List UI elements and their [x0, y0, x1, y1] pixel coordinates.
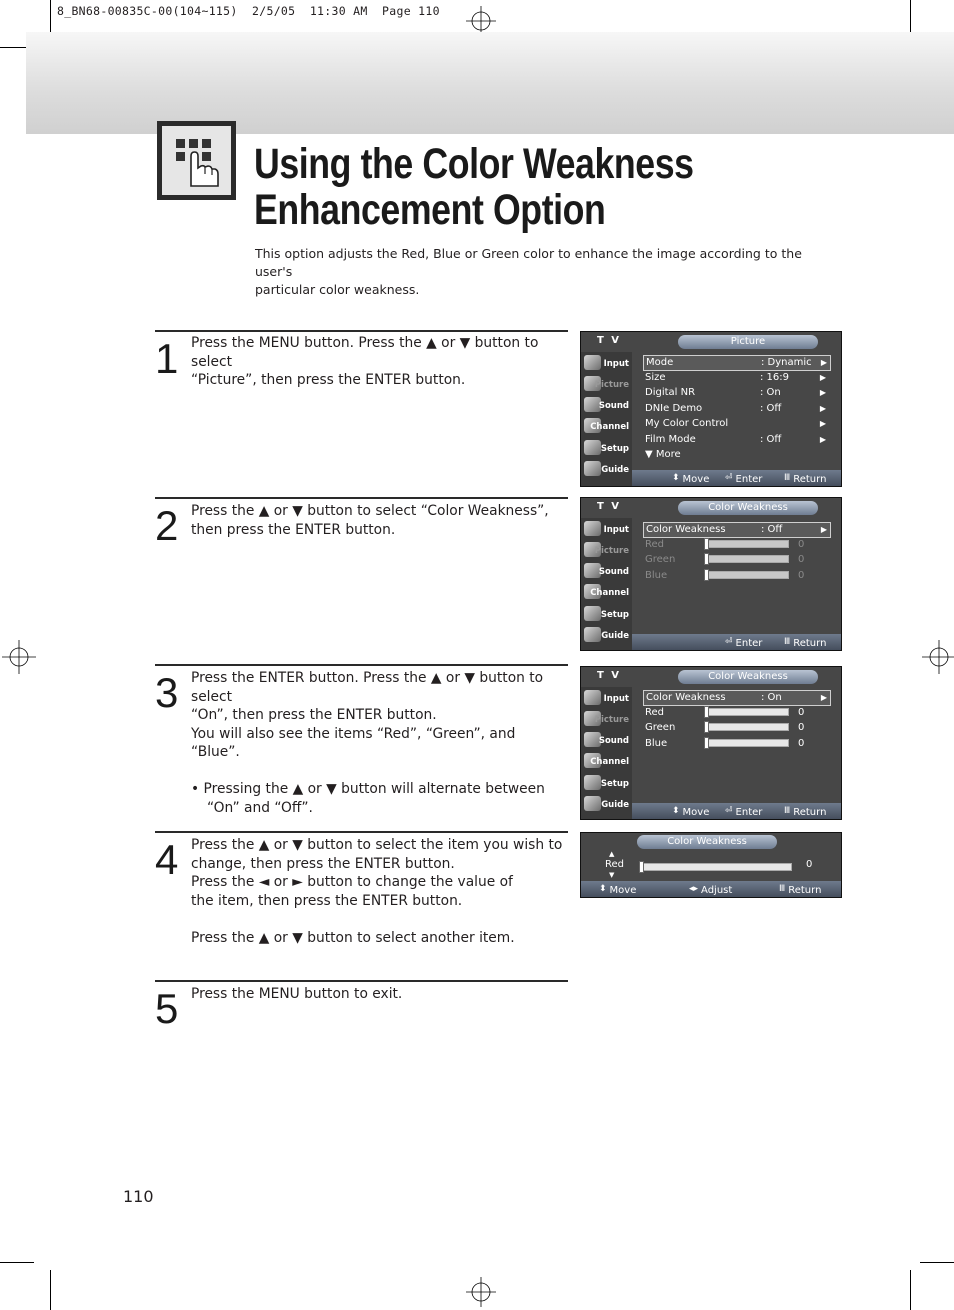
value-bar: [705, 708, 789, 716]
menu-row-dnie-demo: DNIe Demo : Off ▶: [645, 403, 826, 414]
arrow-down-icon: ▼: [645, 449, 653, 460]
sidebar-item-guide: Guide: [583, 459, 631, 479]
osd-footer: ⬍ Move ⏎ Enter Ⅲ Return: [632, 470, 841, 486]
header-band: [26, 32, 954, 134]
osd-header: Color Weakness: [637, 835, 777, 849]
step-number: 5: [155, 985, 179, 1032]
value-bar: [705, 555, 789, 563]
guide-icon: [584, 796, 601, 811]
sidebar-item-channel: Channel: [583, 416, 631, 436]
step-text: [191, 334, 571, 390]
step-line: Press the MENU button to exit.: [191, 986, 403, 1002]
menu-row-film-mode: Film Mode : Off ▶: [645, 434, 826, 445]
arrow-right-icon: ▶: [820, 358, 827, 367]
osd-color-weakness-on: [580, 666, 842, 820]
step-line: “Blue”.: [191, 744, 240, 760]
step-line: the item, then press the ENTER button.: [191, 892, 463, 909]
value-bar: [640, 863, 792, 871]
page-number: 110: [123, 1187, 154, 1206]
sidebar-item-picture: Picture: [583, 374, 631, 394]
registration-mark: [922, 640, 954, 674]
registration-mark: [2, 640, 36, 674]
input-icon: [584, 521, 601, 536]
sidebar-item-input: Input: [583, 519, 631, 539]
sidebar-item-channel: Channel: [583, 751, 631, 771]
menu-row-red: Red 0: [645, 707, 805, 718]
sidebar-item-setup: Setup: [583, 773, 631, 793]
step-divider: [155, 497, 568, 499]
print-info: 8_BN68-00835C-00(104~115) 2/5/05 11:30 AM Page 110: [57, 4, 440, 18]
step-line: Press the ENTER button. Press the ▲ or ▼ button to select: [191, 670, 544, 705]
step-divider: [155, 664, 568, 666]
step-divider: [155, 330, 568, 332]
sidebar-item-input: Input: [583, 353, 631, 373]
title-line: Using the Color Weakness: [254, 140, 694, 188]
tv-label: T V: [597, 501, 622, 512]
enter-icon: ⏎: [725, 637, 733, 647]
step-line: “On”, then press the ENTER button.: [191, 707, 437, 723]
guide-icon: [584, 627, 601, 642]
step-text: [191, 669, 571, 817]
arrow-right-icon: ▶: [819, 388, 826, 397]
arrow-right-icon: ▶: [820, 693, 827, 702]
arrow-down-icon: ▼: [609, 871, 615, 879]
crop-mark: [920, 1262, 954, 1263]
osd-footer: ⬍ Move ◂▸ Adjust Ⅲ Return: [581, 881, 841, 897]
menu-row-color-weakness: Color Weakness : On ▶: [643, 690, 831, 706]
step-text: [191, 502, 571, 539]
input-icon: [584, 690, 601, 705]
sidebar-item-setup: Setup: [583, 438, 631, 458]
step-line: then press the ENTER button.: [191, 521, 396, 538]
title-line: Enhancement Option: [254, 186, 606, 234]
menu-row-size: Size : 16:9 ▶: [645, 372, 826, 383]
step-line: Press the MENU button. Press the ▲ or ▼ button to select: [191, 335, 539, 370]
menu-row-my-color-control: My Color Control ▶: [645, 418, 826, 429]
menu-row-digital-nr: Digital NR : On ▶: [645, 387, 826, 398]
osd-color-weakness-off: [580, 497, 842, 651]
sidebar-item-guide: Guide: [583, 625, 631, 645]
intro-text: [255, 245, 815, 299]
setup-icon: [584, 606, 601, 621]
enter-icon: ⏎: [725, 806, 733, 816]
sidebar-item-sound: Sound: [583, 395, 631, 415]
sidebar-item-picture: Picture: [583, 709, 631, 729]
step-line: Press the ◄ or ► button to change the value of: [191, 874, 513, 890]
menu-row-color-weakness: Color Weakness : Off ▶: [643, 522, 831, 538]
osd-adjust-bar: [580, 832, 842, 898]
guide-icon: [584, 461, 601, 476]
osd-picture-menu: [580, 331, 842, 487]
registration-mark: [466, 1277, 496, 1307]
up-down-icon: ⬍: [672, 806, 680, 816]
left-right-icon: ◂▸: [689, 884, 699, 894]
bullet-line: • Pressing the ▲ or ▼ button will alternate between: [191, 781, 545, 797]
setup-icon: [584, 440, 601, 455]
sidebar-item-setup: Setup: [583, 604, 631, 624]
adjust-value: 0: [806, 859, 813, 870]
return-icon: Ⅲ: [784, 806, 791, 816]
menu-row-green: Green 0: [645, 722, 805, 733]
sidebar-item-channel: Channel: [583, 582, 631, 602]
step-number: 4: [155, 836, 179, 883]
osd-sidebar: [581, 518, 632, 650]
return-icon: Ⅲ: [779, 884, 786, 894]
osd-header: Color Weakness: [678, 670, 818, 684]
step-line: Press the ▲ or ▼ button to select another item.: [191, 929, 515, 946]
osd-footer: ⬍ Move ⏎ Enter Ⅲ Return: [632, 803, 841, 819]
page-title: [254, 141, 694, 233]
osd-footer: ⏎ Enter Ⅲ Return: [632, 634, 841, 650]
step-divider: [155, 980, 568, 982]
hand-pointer-icon: [157, 121, 236, 200]
sidebar-item-guide: Guide: [583, 794, 631, 814]
osd-header: Picture: [678, 335, 818, 349]
tv-label: T V: [597, 670, 622, 681]
value-bar: [705, 540, 789, 548]
return-icon: Ⅲ: [784, 473, 791, 483]
crop-mark: [0, 1262, 34, 1263]
sidebar-item-sound: Sound: [583, 730, 631, 750]
step-text: [191, 985, 571, 1004]
intro-line: This option adjusts the Red, Blue or Green color to enhance the image according to the user's: [255, 246, 802, 279]
sidebar-item-input: Input: [583, 688, 631, 708]
step-line: change, then press the ENTER button.: [191, 855, 455, 872]
step-number: 2: [155, 502, 179, 549]
step-text: [191, 836, 571, 947]
arrow-right-icon: ▶: [820, 525, 827, 534]
intro-line: particular color weakness.: [255, 282, 420, 297]
value-bar: [705, 739, 789, 747]
setup-icon: [584, 775, 601, 790]
value-bar: [705, 571, 789, 579]
sidebar-item-picture: Picture: [583, 540, 631, 560]
step-divider: [155, 831, 568, 833]
menu-row-green: Green 0: [645, 554, 805, 565]
return-icon: Ⅲ: [784, 637, 791, 647]
step-line: “Picture”, then press the ENTER button.: [191, 372, 466, 388]
menu-row-blue: Blue 0: [645, 570, 805, 581]
input-icon: [584, 355, 601, 370]
value-bar: [705, 723, 789, 731]
menu-row-mode: Mode : Dynamic ▶: [643, 355, 831, 371]
sidebar-item-sound: Sound: [583, 561, 631, 581]
tv-label: T V: [597, 335, 622, 346]
menu-row-red: Red 0: [645, 539, 805, 550]
arrow-right-icon: ▶: [819, 404, 826, 413]
adjust-item-label: Red: [605, 859, 624, 870]
menu-row-blue: Blue 0: [645, 738, 805, 749]
crop-mark: [910, 1270, 911, 1310]
arrow-right-icon: ▶: [819, 373, 826, 382]
osd-sidebar: [581, 687, 632, 819]
step-line: Press the ▲ or ▼ button to select “Color Weakness”,: [191, 503, 549, 519]
arrow-right-icon: ▶: [819, 419, 826, 428]
step-number: 3: [155, 669, 179, 716]
osd-header: Color Weakness: [678, 501, 818, 515]
arrow-up-icon: ▲: [609, 850, 615, 858]
menu-row-more: ▼ More: [645, 449, 681, 460]
up-down-icon: ⬍: [672, 473, 680, 483]
step-line: Press the ▲ or ▼ button to select the item you wish to: [191, 837, 563, 853]
osd-sidebar: [581, 352, 632, 486]
bullet-line: “On” and “Off”.: [207, 799, 313, 816]
enter-icon: ⏎: [725, 473, 733, 483]
up-down-icon: ⬍: [599, 884, 607, 894]
arrow-right-icon: ▶: [819, 435, 826, 444]
step-number: 1: [155, 335, 179, 382]
crop-mark: [50, 1270, 51, 1310]
step-line: You will also see the items “Red”, “Green”, and: [191, 725, 516, 742]
